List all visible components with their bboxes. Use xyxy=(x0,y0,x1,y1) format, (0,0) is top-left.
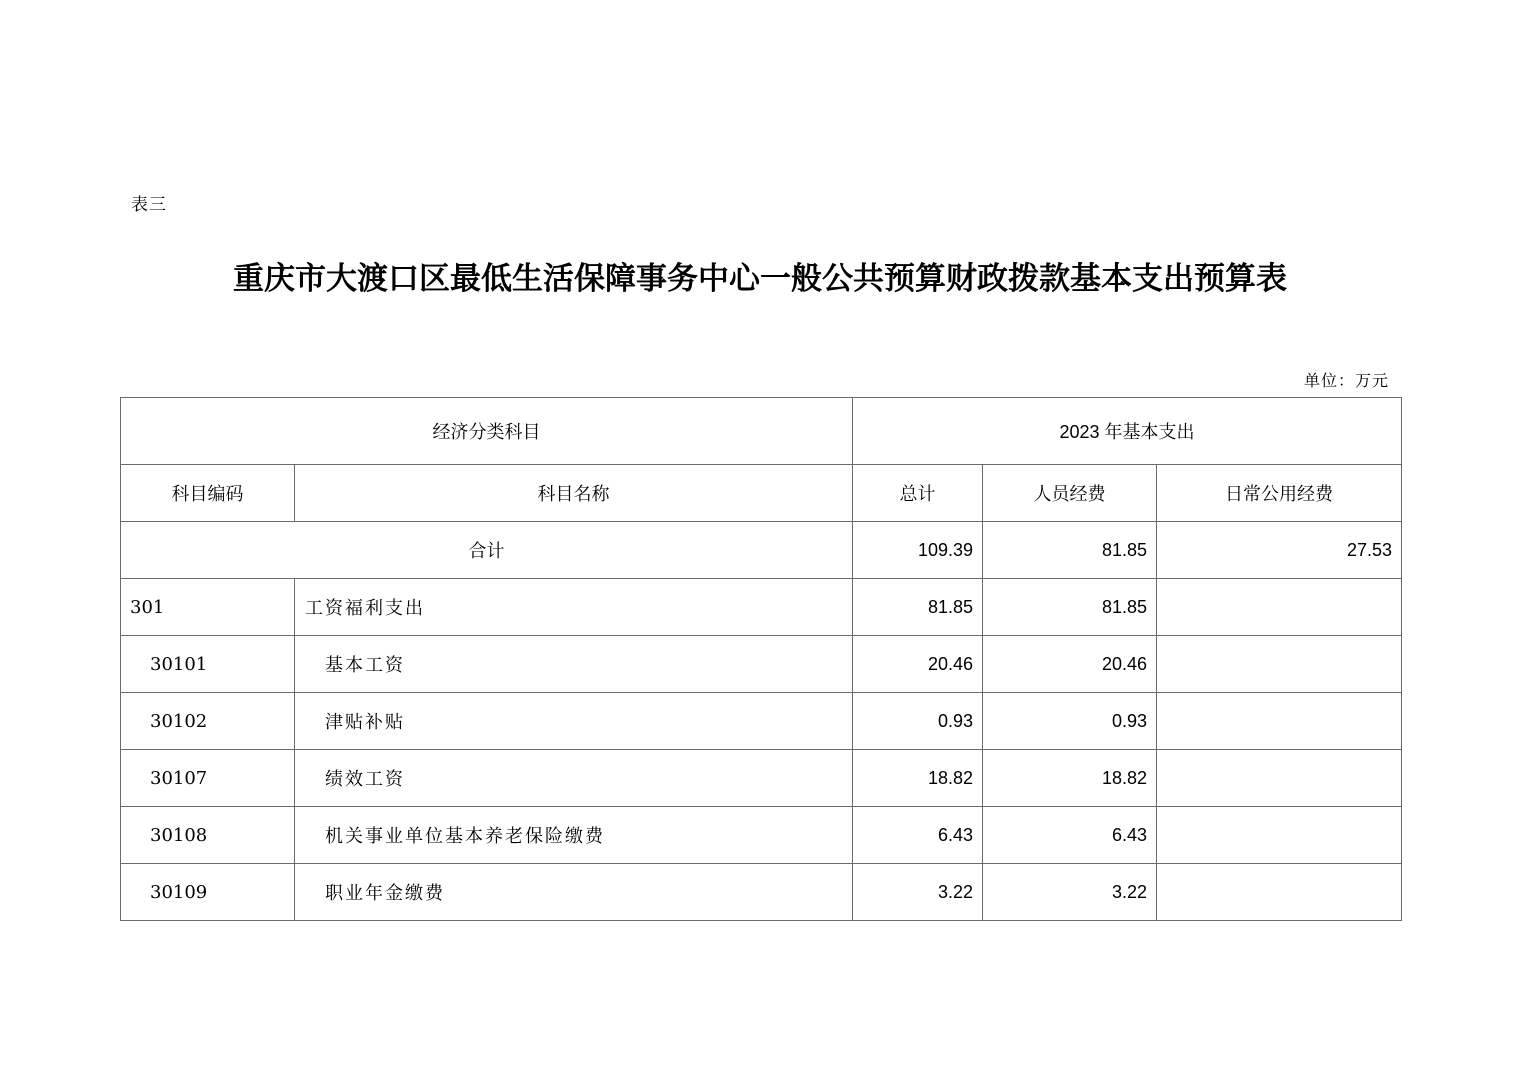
header-public: 日常公用经费 xyxy=(1157,465,1402,522)
table-row xyxy=(121,864,1402,921)
table-row xyxy=(121,636,1402,693)
row-personnel: 6.43 xyxy=(983,807,1157,864)
row-public xyxy=(1157,807,1402,864)
row-public xyxy=(1157,750,1402,807)
header-name: 科目名称 xyxy=(295,465,853,522)
total-label: 合计 xyxy=(121,522,853,579)
row-code: 30109 xyxy=(121,864,295,921)
total-total: 109.39 xyxy=(853,522,983,579)
table-row xyxy=(121,807,1402,864)
row-total: 3.22 xyxy=(853,864,983,921)
row-personnel: 3.22 xyxy=(983,864,1157,921)
header-economic-classification: 经济分类科目 xyxy=(121,398,853,465)
row-total: 6.43 xyxy=(853,807,983,864)
table-number-label: 表三 xyxy=(131,195,167,215)
row-personnel: 18.82 xyxy=(983,750,1157,807)
row-name: 职业年金缴费 xyxy=(295,864,853,921)
row-total: 20.46 xyxy=(853,636,983,693)
header-basic-expenditure: 2023 年基本支出 xyxy=(853,398,1402,465)
header-column-row xyxy=(121,465,1402,522)
row-public xyxy=(1157,579,1402,636)
row-name: 津贴补贴 xyxy=(295,693,853,750)
table-row xyxy=(121,693,1402,750)
header-group-row xyxy=(121,398,1402,465)
row-total: 0.93 xyxy=(853,693,983,750)
table-row xyxy=(121,579,1402,636)
row-public xyxy=(1157,636,1402,693)
row-code: 30102 xyxy=(121,693,295,750)
row-total: 81.85 xyxy=(853,579,983,636)
row-name: 机关事业单位基本养老保险缴费 xyxy=(295,807,853,864)
total-personnel: 81.85 xyxy=(983,522,1157,579)
row-code: 301 xyxy=(121,579,295,636)
row-code: 30108 xyxy=(121,807,295,864)
row-name: 工资福利支出 xyxy=(295,579,853,636)
row-total: 18.82 xyxy=(853,750,983,807)
row-code: 30107 xyxy=(121,750,295,807)
total-row xyxy=(121,522,1402,579)
budget-table xyxy=(120,397,1402,921)
header-personnel: 人员经费 xyxy=(983,465,1157,522)
row-public xyxy=(1157,864,1402,921)
row-name: 绩效工资 xyxy=(295,750,853,807)
header-total: 总计 xyxy=(853,465,983,522)
page-title: 重庆市大渡口区最低生活保障事务中心一般公共预算财政拨款基本支出预算表 xyxy=(233,261,1287,297)
header-code: 科目编码 xyxy=(121,465,295,522)
total-public: 27.53 xyxy=(1157,522,1402,579)
row-personnel: 0.93 xyxy=(983,693,1157,750)
unit-label: 单位：万元 xyxy=(1303,371,1389,390)
row-personnel: 20.46 xyxy=(983,636,1157,693)
row-public xyxy=(1157,693,1402,750)
row-personnel: 81.85 xyxy=(983,579,1157,636)
row-name: 基本工资 xyxy=(295,636,853,693)
row-code: 30101 xyxy=(121,636,295,693)
table-row xyxy=(121,750,1402,807)
